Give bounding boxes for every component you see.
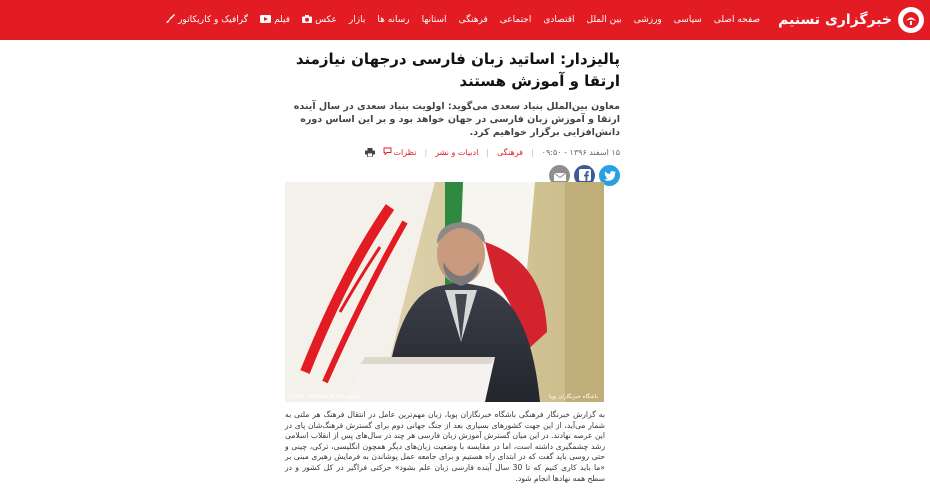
article-meta	[285, 147, 620, 157]
nav-label: اقتصادی	[543, 15, 575, 25]
comments-link[interactable]	[383, 147, 417, 157]
nav-label: صفحه اصلی	[713, 15, 761, 25]
meta-separator: |	[424, 147, 428, 157]
article-date: ۱۵ اسفند ۱۳۹۶ - ۰۹:۵۰	[541, 147, 620, 157]
nav-item-media[interactable]	[371, 15, 415, 25]
nav-label: فرهنگی	[458, 15, 488, 25]
nav-item-home[interactable]	[708, 15, 766, 25]
comment-icon	[383, 147, 392, 157]
photo-location: باشگاه خبرنگاران پویا	[548, 394, 598, 400]
nav-label: اجتماعی	[499, 15, 532, 25]
article-body: به گزارش خبرنگار فرهنگی باشگاه خبرنگاران پویا، زبان مهم‌ترین عامل در انتقال فرهنگ هر ملتی به شمار می‌آید، از این جهت کشورهای بسیاری بعد از جنگ جهانی دوم برای گسترش فرهنگ‌شان پای در این عرصه نهادند. در این میان گسترش آموزش زبان فارسی هر چند در سال‌های پس از انقلاب اسلامی رشد چشمگیری داشته است، اما در مقایسه با وضعیت زبان‌های دیگر همچون انگلیسی، ترکی، چینی و حتی روسی باید گفت که در ابتدای راه هستیم و برای جامعه عمل پوشاندن به فرمایش رهبری مبنی بر «ما باید کاری کنیم که تا 30 سال آینده فارسی زبان علم بشود» حرکتی فراگیر در کل کشور و در سطح همه نهادها انجام شود.	[285, 410, 605, 483]
article-title: پالیزدار: اساتید زبان فارسی درجهان نیازمند ارتقا و آموزش هستند	[295, 50, 620, 90]
photo-credit: photo :M.Reza Amirhasani	[289, 394, 361, 400]
nav-item-video[interactable]	[254, 15, 296, 26]
article-header	[285, 40, 620, 186]
meta-separator: |	[486, 147, 489, 157]
nav-item-social[interactable]	[494, 15, 538, 25]
nav-item-provinces[interactable]	[416, 15, 453, 25]
main-nav	[160, 14, 766, 26]
nav-item-culture[interactable]	[453, 15, 494, 25]
photo-illustration	[285, 182, 604, 402]
nav-label: بازار	[348, 15, 366, 25]
subcategory-link[interactable]: ادبیات و نشر	[435, 147, 479, 157]
comments-label: نظرات	[393, 147, 417, 157]
nav-item-sports[interactable]	[628, 15, 668, 25]
nav-label: استانها	[421, 15, 447, 25]
twitter-icon	[604, 166, 616, 185]
tasnim-emblem-icon	[898, 7, 924, 33]
logo-text: خبرگزاری تسنیم	[778, 12, 892, 28]
nav-item-photo[interactable]	[296, 15, 343, 26]
nav-item-graphics[interactable]	[160, 14, 254, 26]
nav-item-politics[interactable]	[668, 15, 708, 25]
nav-label: عکس	[315, 15, 337, 25]
article-photo	[285, 182, 604, 402]
nav-label: بین الملل	[586, 15, 622, 25]
nav-label: فیلم	[274, 15, 291, 25]
nav-item-market[interactable]	[343, 15, 371, 25]
nav-label: سیاسی	[673, 15, 702, 25]
article-lead: معاون بین‌الملل بنیاد سعدی می‌گوید: اولویت بنیاد سعدی در سال آینده ارتقا و آموزش زبان فارسی در جهان خواهد بود و بر این اساس دوره دانش‌افزایی برگزار خواهیم کرد.	[293, 101, 620, 138]
nav-label: رسانه ها	[377, 15, 410, 25]
site-logo[interactable]	[766, 0, 930, 40]
print-icon[interactable]	[365, 148, 375, 157]
top-nav-bar	[0, 0, 930, 40]
nav-label: ورزشی	[633, 15, 662, 25]
nav-label: گرافیک و کاریکاتور	[178, 15, 249, 25]
video-icon	[260, 15, 271, 26]
brush-icon	[166, 14, 175, 26]
meta-separator: |	[530, 147, 534, 157]
nav-item-international[interactable]	[581, 15, 628, 25]
camera-icon	[302, 15, 312, 26]
nav-item-economy[interactable]	[537, 15, 580, 25]
category-link[interactable]: فرهنگی	[497, 147, 523, 157]
